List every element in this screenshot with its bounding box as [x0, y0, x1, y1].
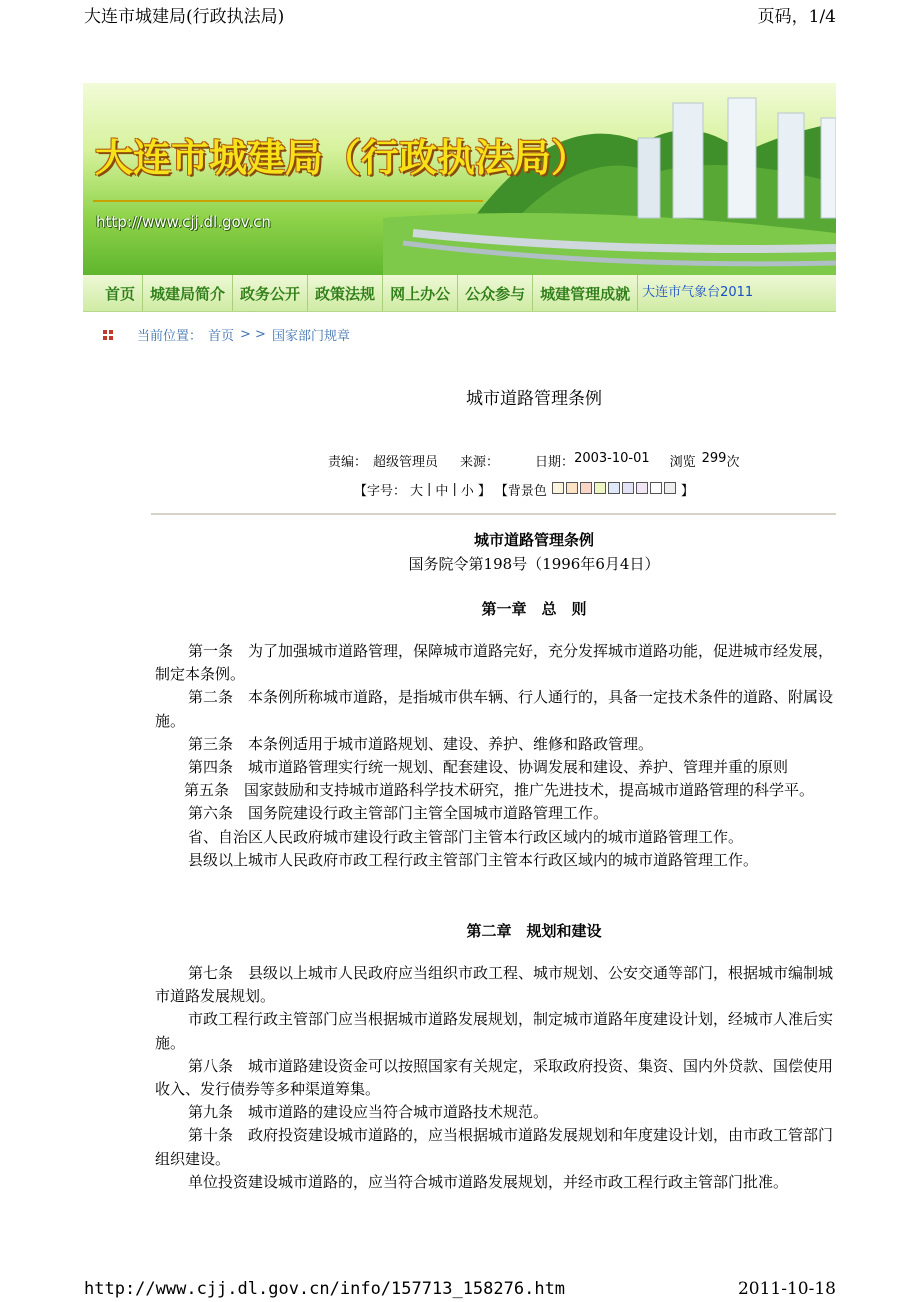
weather-link[interactable]: 大连市气象台2011 [642, 285, 754, 300]
nav-home[interactable]: 首页 [83, 275, 143, 311]
print-footer [84, 1279, 836, 1299]
article-4: 第四条 城市道路管理实行统一规划、配套建设、协调发展和建设、养护、管理并重的原则 [188, 758, 789, 777]
article-7: 第七条 县级以上城市人民政府应当组织市政工程、城市规划、公安交通等部门，根据城市编制城市道路发展规划。 [155, 964, 834, 1006]
breadcrumb-home[interactable]: 首页 [208, 329, 235, 344]
views-count: 299 [701, 451, 727, 466]
editor-value: 超级管理员 [373, 455, 439, 470]
bg-color-swatch-4[interactable] [594, 482, 606, 494]
article-2: 第二条 本条例所称城市道路，是指城市供车辆、行人通行的，具备一定技术条件的道路、附属设施。 [155, 688, 834, 730]
views-unit: 次 [726, 455, 740, 470]
chapter-1-heading: 第一章 总 则 [481, 600, 587, 618]
bg-color-swatch-8[interactable] [650, 482, 662, 494]
bg-color-label: 【背景色 [494, 484, 547, 499]
font-size-label: 【字号： [354, 484, 407, 499]
print-footer-date: 2011-10-18 [737, 1279, 836, 1299]
font-size-medium[interactable]: 中 [435, 484, 449, 499]
article-3: 第三条 本条例适用于城市道路规划、建设、养护、维修和路政管理。 [188, 734, 654, 753]
breadcrumb-label: 当前位置： [137, 329, 203, 344]
main-nav [83, 275, 836, 312]
document-subtitle: 国务院令第198号（1996年6月4日） [408, 555, 660, 573]
print-footer-url: http://www.cjj.dl.gov.cn/info/157713_158276.htm [84, 1279, 566, 1299]
nav-gov-info[interactable]: 政务公开 [233, 275, 308, 311]
banner-title: 大连市城建局（行政执法局） [95, 136, 590, 180]
display-options: 【字号： 大 | 中 | 小 】 【背景色 】 [354, 482, 694, 499]
font-size-small[interactable]: 小 [460, 484, 474, 499]
print-header-title: 大连市城建局(行政执法局) [84, 7, 285, 27]
article-6-clause-3: 县级以上城市人民政府市政工程行政主管部门主管本行政区域内的城市道路管理工作。 [188, 850, 759, 869]
views-label: 浏览 [669, 455, 696, 470]
document-title: 城市道路管理条例 [473, 531, 594, 549]
banner-url: http://www.cjj.dl.gov.cn [96, 213, 271, 231]
breadcrumb-current[interactable]: 国家部门规章 [271, 329, 350, 344]
article-8: 第八条 城市道路建设资金可以按照国家有关规定，采取政府投资、集资、国内外贷款、国偿使用收入、发行债券等多种渠道筹集。 [155, 1056, 834, 1099]
bg-color-swatch-7[interactable] [636, 482, 648, 494]
grid-bullet-icon [103, 330, 113, 340]
print-header [84, 2, 836, 26]
font-size-large[interactable]: 大 [410, 484, 424, 499]
nav-about[interactable]: 城建局简介 [143, 275, 233, 311]
bg-color-swatch-6[interactable] [622, 482, 634, 494]
date-value: 2003-10-01 [574, 451, 650, 466]
chapter-2-heading: 第二章 规划和建设 [466, 922, 602, 940]
font-size-close: 】 [477, 484, 491, 499]
bg-color-swatches [551, 482, 677, 498]
article-6-clause-2: 省、自治区人民政府城市建设行政主管部门主管本行政区域内的城市道路管理工作。 [188, 827, 744, 846]
article-1: 第一条 为了加强城市道路管理，保障城市道路完好，充分发挥城市道路功能，促进城市经发展，制定本条例。 [155, 642, 834, 684]
print-header-page: 页码，1/4 [757, 7, 836, 27]
nav-achievements[interactable]: 城建管理成就 [533, 275, 638, 311]
article-6: 第六条 国务院建设行政主管部门主管全国城市道路管理工作。 [188, 804, 609, 823]
article-5: 第五条 国家鼓励和支持城市道路科学技术研究，推广先进技术，提高城市道路管理的科学平。 [184, 781, 815, 800]
article-10-clause-2: 单位投资建设城市道路的，应当符合城市道路发展规划，并经市政工程行政主管部门批准。 [188, 1172, 789, 1191]
article-7-clause-2: 市政工程行政主管部门应当根据城市道路发展规划，制定城市道路年度建设计划，经城市人准后实施。 [155, 1010, 834, 1052]
chapter-2-body [155, 962, 837, 1194]
bg-color-swatch-9[interactable] [664, 482, 676, 494]
source-label: 来源： [460, 455, 500, 470]
content-divider [151, 513, 836, 515]
bg-color-swatch-3[interactable] [580, 482, 592, 494]
bg-color-swatch-5[interactable] [608, 482, 620, 494]
breadcrumb [103, 325, 350, 344]
article-9: 第九条 城市道路的建设应当符合城市道路技术规范。 [188, 1103, 549, 1122]
site-banner [83, 83, 836, 275]
article-meta [328, 451, 739, 470]
article-10: 第十条 政府投资建设城市道路的，应当根据城市道路发展规划和年度建设计划，由市政工管部门组织建设。 [155, 1126, 834, 1168]
bg-color-swatch-1[interactable] [552, 482, 564, 494]
chapter-1-body [155, 640, 837, 872]
nav-online-office[interactable]: 网上办公 [383, 275, 458, 311]
bg-color-swatch-2[interactable] [566, 482, 578, 494]
date-label: 日期： [535, 455, 575, 470]
editor-label: 责编： [328, 455, 368, 470]
bg-color-close: 】 [680, 484, 694, 499]
nav-public[interactable]: 公众参与 [458, 275, 533, 311]
article-title: 城市道路管理条例 [466, 389, 602, 409]
breadcrumb-separator: > > [240, 327, 266, 342]
nav-policy[interactable]: 政策法规 [308, 275, 383, 311]
